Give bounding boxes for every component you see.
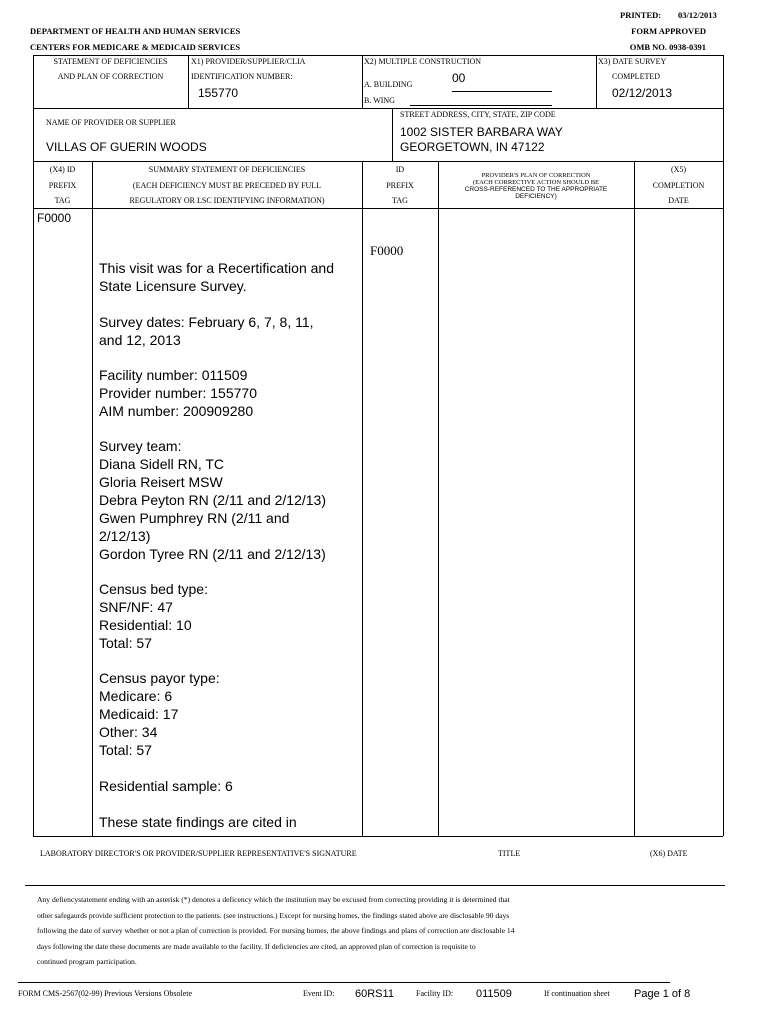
omb-number: OMB NO. 0938-0391 — [629, 42, 706, 52]
body-line: Census payor type: — [99, 670, 220, 686]
body-line: AIM number: 200909280 — [99, 403, 254, 419]
plan-label-4: DEFICIENCY) — [515, 193, 557, 200]
body-line: State Licensure Survey. — [99, 278, 247, 294]
summary-label-3: REGULATORY OR LSC IDENTIFYING INFORMATION) — [129, 196, 325, 205]
survey-date-value: 02/12/2013 — [612, 86, 673, 100]
id-label-1: ID — [395, 165, 405, 174]
rule — [33, 836, 723, 837]
body-line: Gloria Reisert MSW — [99, 474, 223, 490]
address-line-2: GEORGETOWN, IN 47122 — [400, 140, 545, 154]
x1-label-1: X1) PROVIDER/SUPPLIER/CLIA — [191, 57, 306, 66]
provider-id-value: 155770 — [198, 86, 239, 100]
id-label-3: TAG — [392, 196, 408, 205]
rule — [33, 161, 723, 162]
building-underline — [452, 91, 552, 92]
event-id-label: Event ID: — [303, 989, 335, 998]
body-line: Provider number: 155770 — [99, 385, 257, 401]
body-line: Medicaid: 17 — [99, 706, 179, 722]
body-line: Gordon Tyree RN (2/11 and 2/12/13) — [99, 546, 326, 562]
body-line: Diana Sidell RN, TC — [99, 456, 225, 472]
printed-label: PRINTED: — [620, 10, 662, 20]
id-label-2: PREFIX — [386, 181, 414, 190]
plan-label-3: CROSS-REFERENCED TO THE APPROPRIATE — [464, 186, 608, 193]
x5-label-1: (X5) — [670, 165, 687, 174]
prefix-tag-right: F0000 — [370, 243, 404, 258]
printed-date: 03/12/2013 — [678, 10, 717, 20]
wing-underline — [410, 105, 552, 106]
rule — [188, 55, 189, 108]
body-line: Residential sample: 6 — [99, 778, 233, 794]
body-line: SNF/NF: 47 — [99, 599, 173, 615]
facility-id-label: Facility ID: — [416, 989, 454, 998]
centers-title: CENTERS FOR MEDICARE & MEDICAID SERVICES — [30, 42, 241, 52]
body-line: Survey team: — [99, 438, 182, 454]
plan-label-2: (EACH CORRECTIVE ACTION SHOULD BE — [472, 179, 600, 186]
department-title: DEPARTMENT OF HEALTH AND HUMAN SERVICES — [30, 26, 241, 36]
x4-label-1: (X4) ID — [49, 165, 76, 174]
prefix-tag-left: F0000 — [37, 211, 72, 225]
disclaimer-line: days following the date these documents are made available to the facility. If deficiencies are cited, an approved plan of correction is requisite to — [37, 942, 476, 951]
address-label: STREET ADDRESS, CITY, STATE, ZIP CODE — [400, 110, 556, 119]
body-line: and 12, 2013 — [99, 332, 181, 348]
facility-id-value: 011509 — [476, 988, 512, 1000]
body-line: Survey dates: February 6, 7, 8, 11, — [99, 314, 314, 330]
body-line: This visit was for a Recertification and — [99, 260, 334, 276]
building-label: A. BUILDING — [364, 80, 413, 89]
provider-name-value: VILLAS OF GUERIN WOODS — [46, 140, 207, 154]
body-line: These state findings are cited in — [99, 814, 297, 830]
x1-label-2: IDENTIFICATION NUMBER: — [191, 72, 293, 81]
date-label: (X6) DATE — [650, 849, 688, 858]
body-line: Census bed type: — [99, 581, 208, 597]
x5-label-2: COMPLETION — [652, 181, 705, 190]
rule — [634, 161, 635, 836]
signature-label: LABORATORY DIRECTOR'S OR PROVIDER/SUPPLIER REPRESENTATIVE'S SIGNATURE — [40, 849, 357, 858]
rule — [723, 161, 724, 836]
form-id: FORM CMS-2567(02-99) Previous Versions Obsolete — [18, 989, 193, 998]
rule — [33, 208, 723, 209]
body-line: Medicare: 6 — [99, 688, 173, 704]
x3-label-2: COMPLETED — [612, 72, 660, 81]
body-line: Other: 34 — [99, 724, 158, 740]
x2-label: X2) MULTIPLE CONSTRUCTION — [364, 57, 482, 66]
rule — [33, 161, 34, 836]
x3-label-1: X3) DATE SURVEY — [598, 57, 667, 66]
body-line: Total: 57 — [99, 742, 152, 758]
rule — [438, 161, 439, 836]
rule — [392, 108, 393, 161]
continuation-label: If continuation sheet — [544, 989, 610, 998]
rule — [25, 885, 725, 886]
x5-label-3: DATE — [668, 196, 689, 205]
rule — [596, 55, 597, 108]
statement-label-1: STATEMENT OF DEFICIENCIES — [53, 57, 168, 66]
summary-label-1: SUMMARY STATEMENT OF DEFICIENCIES — [148, 165, 306, 174]
form-approved: FORM APPROVED — [631, 26, 706, 36]
body-line: Gwen Pumphrey RN (2/11 and — [99, 510, 290, 526]
body-line: 2/12/13) — [99, 528, 151, 544]
statement-label-2: AND PLAN OF CORRECTION — [57, 72, 164, 81]
disclaimer-line: other safegaurds provide sufficient protection to the patients. (see instructions.) Except for nursing homes, the findings stated above are disclosable 90 days — [37, 911, 510, 920]
rule — [33, 55, 723, 56]
body-line: Total: 57 — [99, 635, 152, 651]
disclaimer-line: Any defiencystatement ending with an asterisk (*) denotes a deficency which the institution may be excused from correcting providing it is determined that — [37, 895, 510, 904]
building-value: 00 — [452, 71, 466, 85]
x4-label-2: PREFIX — [48, 181, 77, 190]
rule — [18, 982, 670, 983]
rule — [362, 55, 363, 108]
rule — [33, 108, 723, 109]
address-line-1: 1002 SISTER BARBARA WAY — [400, 125, 563, 139]
body-line: Debra Peyton RN (2/11 and 2/12/13) — [99, 492, 326, 508]
rule — [362, 161, 363, 836]
rule — [92, 161, 93, 836]
body-line: Residential: 10 — [99, 617, 192, 633]
disclaimer-line: continued program participation. — [37, 957, 137, 966]
summary-label-2: (EACH DEFICIENCY MUST BE PRECEDED BY FULL — [132, 181, 322, 190]
disclaimer-line: following the date of survey whether or not a plan of correction is provided. For nursing homes, the above findings and plans of correction are disclosable 14 — [37, 926, 515, 935]
body-line: Facility number: 011509 — [99, 367, 248, 383]
x4-label-3: TAG — [54, 196, 71, 205]
provider-name-label: NAME OF PROVIDER OR SUPPLIER — [46, 118, 176, 127]
page-number: Page 1 of 8 — [634, 988, 691, 1000]
title-label: TITLE — [498, 849, 521, 858]
rule — [723, 55, 724, 162]
plan-label-1: PROVIDER'S PLAN OF CORRECTION — [481, 172, 591, 179]
event-id-value: 60RS11 — [355, 988, 394, 1000]
wing-label: B. WING — [364, 96, 395, 105]
